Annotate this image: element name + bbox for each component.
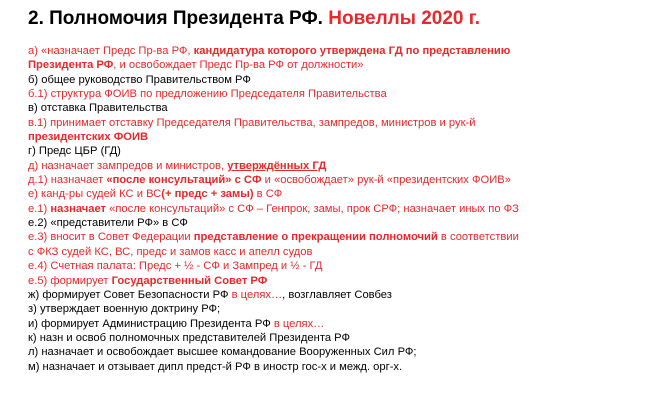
list-item-text: и «освобождает» рук-й «президентских ФОИВ» (261, 174, 511, 187)
list-item-text: представление о прекращении полномочий (193, 231, 438, 244)
list-item-text: з) утверждает военную доктрину РФ; (28, 303, 221, 316)
list-item (28, 331, 637, 345)
list-item-text: Государственный Совет РФ (111, 274, 268, 287)
list-item-text: к) назн и освоб полномочных представителей Президента РФ (28, 331, 350, 344)
list-item-text: в СФ (253, 188, 283, 201)
list-item-text: в.1) принимает отставку Председателя Правительства, зампредов, министров и рук-й (28, 116, 476, 129)
list-item-text: е.1) (28, 202, 51, 215)
list-item (28, 116, 637, 130)
list-item-text: в целях… (273, 317, 325, 330)
list-item-text: и) формирует Администрацию Президента РФ (28, 317, 274, 330)
list-item-text: д.1) назначает (28, 174, 107, 187)
list-item-text: е.5) формирует (28, 274, 112, 287)
list-item-text: утверждённых ГД (227, 159, 327, 172)
list-item (28, 159, 637, 173)
list-item (28, 58, 637, 72)
title-main: 2. Полномочия Президента РФ. (28, 8, 323, 29)
list-item-text: «после консультаций» с СФ – Генпрок, замы, прок СРФ; назначает иных по ФЗ (106, 202, 519, 215)
list-item (28, 274, 637, 288)
list-item (28, 187, 637, 201)
list-item-text: в соответствии (437, 231, 519, 244)
list-item (28, 173, 637, 187)
list-item (28, 202, 637, 216)
list-item-text: в) отставка Правительства (28, 102, 168, 115)
list-item (28, 216, 637, 230)
list-item-text: (+ предс + замы) (161, 188, 254, 201)
list-item (28, 87, 637, 101)
slide-title (28, 8, 637, 30)
list-item (28, 101, 637, 115)
list-item-text: м) назначает и отзывает дипл предст-й РФ в иностр гос-х и межд. орг-х. (28, 360, 403, 373)
list-item (28, 245, 637, 259)
list-item (28, 73, 637, 87)
list-item-text: «после консультаций» с СФ (106, 174, 262, 187)
list-item (28, 360, 637, 374)
list-item-text: кандидатура которого утверждена ГД по представлению (193, 45, 511, 57)
list-item-text: а) «назначает Предс Пр-ва РФ, (28, 45, 194, 57)
list-item (28, 130, 637, 144)
list-item-text: л) назначает и освобождает высшее командование Вооруженных Сил РФ; (28, 346, 417, 359)
list-item-text: в целях… (231, 288, 283, 301)
list-item (28, 345, 637, 359)
list-item (28, 44, 637, 58)
list-item-text: е.2) «представители РФ» в СФ (28, 217, 188, 230)
list-item-text: с ФКЗ судей КС, ВС, предс и замов касс и апелл судов (28, 245, 313, 258)
list-item-text: , возглавляет Совбез (282, 288, 392, 301)
list-item-text: г) Предс ЦБР (ГД) (28, 145, 121, 158)
list-item (28, 317, 637, 331)
list-item-text: е.3) вносит в Совет Федерации (28, 231, 194, 244)
list-item (28, 230, 637, 244)
list-item-text: Президента РФ (28, 59, 114, 72)
list-item (28, 259, 637, 273)
list-item-text: б.1) структура ФОИВ по предложению Председателя Правительства (28, 88, 387, 101)
list-item (28, 144, 637, 158)
powers-list (28, 44, 637, 374)
list-item-text: е.4) Счетная палата: Предс + ½ - СФ и Зампред и ½ - ГД (28, 260, 323, 273)
list-item-text: , и освобождает Предс Пр-ва РФ от должности» (113, 59, 364, 72)
list-item-text: д) назначает зампредов и министров, (28, 159, 228, 172)
list-item (28, 302, 637, 316)
list-item-text: назначает (50, 202, 107, 215)
list-item-text: президентских ФОИВ (28, 131, 149, 144)
title-accent: Новеллы 2020 г. (328, 8, 481, 29)
list-item-text: б) общее руководство Правительством РФ (28, 73, 251, 86)
list-item-text: ж) формирует Совет Безопасности РФ (28, 288, 232, 301)
list-item (28, 288, 637, 302)
list-item-text: е) канд-ры судей КС и ВС (28, 188, 162, 201)
